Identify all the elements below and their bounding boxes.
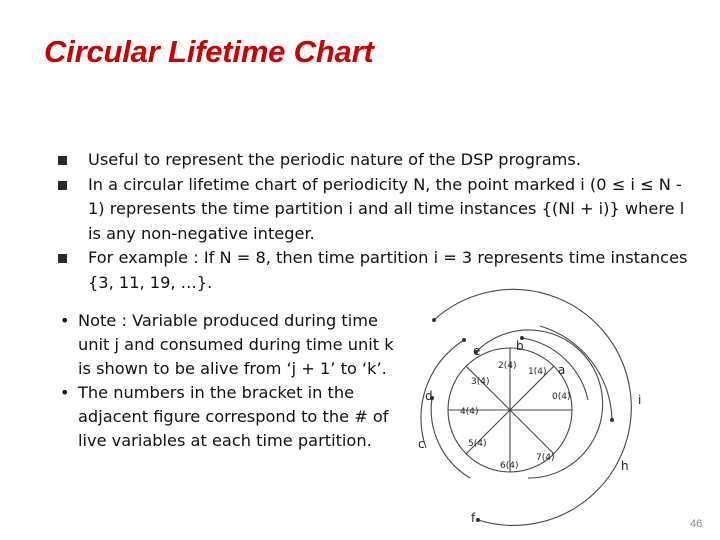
partition-label: 1(4)	[528, 367, 547, 377]
variable-label: h	[621, 459, 629, 473]
bullet-text: In a circular lifetime chart of periodicity N, the point marked i (0 ≤ i ≤ N - 1) represents the time partition i and all time instances {(Nl + i)} where l is any non-negative integer.	[88, 174, 685, 243]
arc-endpoint-dot	[432, 318, 436, 322]
variable-label: d	[425, 389, 433, 403]
arc-endpoint-dot	[476, 518, 480, 522]
variable-label: f	[471, 511, 476, 525]
arc-endpoint-dot	[462, 338, 466, 342]
dot-bullet-icon: •	[60, 311, 70, 330]
lifetime-arc	[540, 326, 612, 420]
variable-label: c	[418, 437, 425, 451]
spoke-line	[510, 410, 554, 454]
bullet-text: For example : If N = 8, then time partition i = 3 represents time instances {3, 11, 19, …}.	[88, 248, 688, 292]
bullet-text: Useful to represent the periodic nature of the DSP programs.	[88, 150, 581, 169]
spoke-line	[466, 366, 510, 410]
variable-label: b	[516, 339, 524, 353]
partition-label: 0(4)	[552, 392, 571, 402]
variable-label: e	[473, 344, 481, 358]
partition-label: 7(4)	[536, 453, 555, 463]
variable-label: a	[558, 363, 566, 377]
partition-label: 6(4)	[500, 461, 519, 471]
partition-label: 5(4)	[468, 439, 487, 449]
slide-title: Circular Lifetime Chart	[44, 34, 374, 69]
variable-label: i	[638, 393, 642, 407]
arc-endpoint-dot	[610, 418, 614, 422]
partition-label: 4(4)	[460, 407, 479, 417]
partition-label: 3(4)	[471, 377, 490, 387]
page-number: 46	[690, 518, 703, 530]
note-text: Note : Variable produced during time unit j and consumed during time unit k is shown to be alive from ‘j + 1’ to ‘k’.	[78, 311, 394, 378]
dot-bullet-icon: •	[60, 383, 70, 402]
note-text: The numbers in the bracket in the adjacent figure correspond to the # of live variables at each time partition.	[78, 383, 389, 450]
partition-label: 2(4)	[498, 361, 517, 371]
